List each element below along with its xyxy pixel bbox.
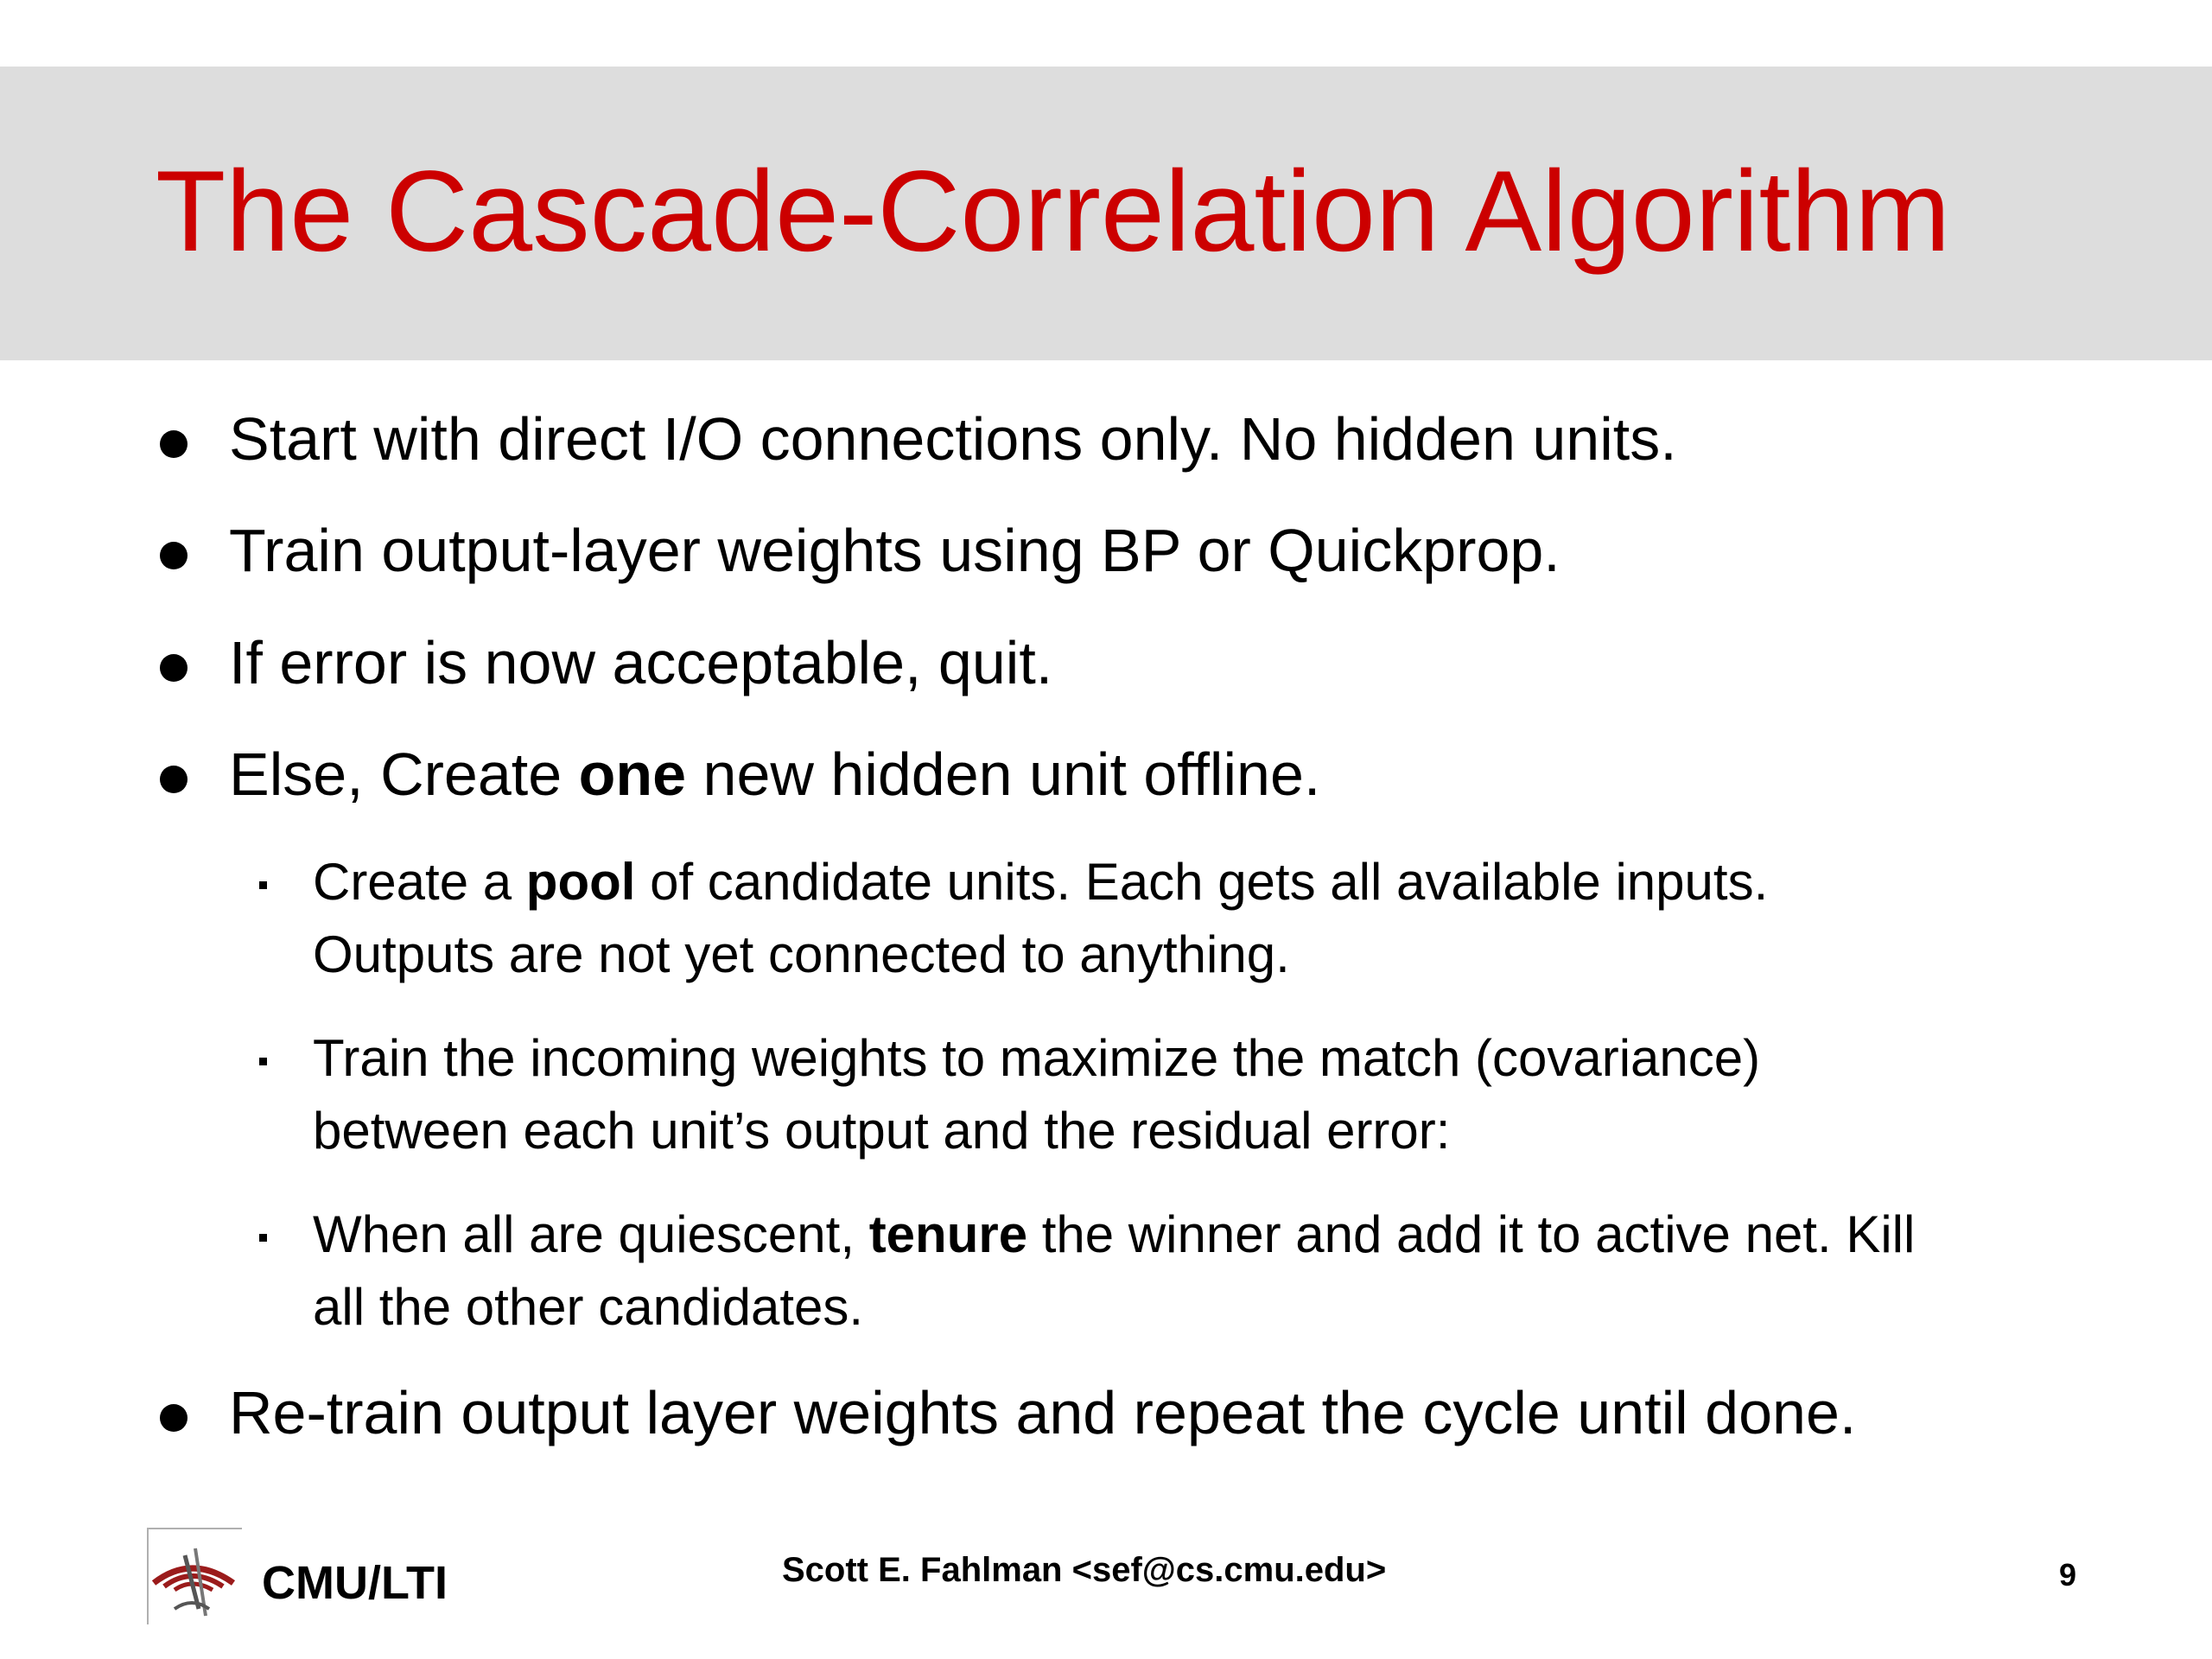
bullet-item [229,740,1320,809]
bullet-item [229,404,1677,474]
sub-bullet-line-2: between each unit’s output and the residual error: [313,1102,1451,1160]
bullet-dot [160,430,188,458]
sub-bullet-text-post: of candidate units. Each gets all available inputs. [635,853,1769,911]
sub-bullet-marker [259,881,267,889]
bullet-item [229,516,1560,585]
sub-bullet-line-1 [313,846,1768,918]
bullet-dot [160,766,188,793]
bullet-dot [160,654,188,682]
sub-bullet-line-2: all the other candidates. [313,1278,864,1336]
bullet-text-post: new hidden unit offline. [686,741,1321,808]
sub-bullet-item [313,1022,1760,1167]
footer-organization: CMU/LTI [262,1557,448,1609]
page-number: 9 [2059,1557,2077,1592]
slide-title: The Cascade-Correlation Algorithm [156,148,1951,276]
bullet-emphasis: one [578,741,687,808]
sub-bullet-line-1: Train the incoming weights to maximize the match (covariance) [313,1029,1761,1087]
bullet-text-pre: Else, Create [229,741,579,808]
sub-bullet-text-post: the winner and add it to active net. Kill [1027,1205,1916,1263]
bullet-text: Start with direct I/O connections only. No hidden units. [229,405,1677,473]
bullet-text: If error is now acceptable, quit. [229,629,1053,696]
bullet-text: Train output-layer weights using BP or Quickprop. [229,517,1560,584]
sub-bullet-line-1 [313,1198,1915,1271]
sub-bullet-item [313,1198,1915,1344]
sub-bullet-marker [259,1058,267,1065]
bullet-item [229,628,1052,697]
cmu-lti-logo-icon [147,1528,242,1624]
bullet-item [229,1378,1856,1447]
sub-bullet-line-2: Outputs are not yet connected to anything. [313,925,1290,983]
bullet-dot [160,1404,188,1432]
bullet-text: Re-train output layer weights and repeat the cycle until done. [229,1379,1857,1446]
sub-bullet-text-pre: When all are quiescent, [313,1205,869,1263]
sub-bullet-emphasis: pool [525,853,636,911]
sub-bullet-item [313,846,1768,991]
sub-bullet-emphasis: tenure [868,1205,1028,1263]
footer-author: Scott E. Fahlman <sef@cs.cmu.edu> [782,1551,1387,1589]
sub-bullet-text-pre: Create a [313,853,526,911]
sub-bullet-marker [259,1234,267,1242]
bullet-dot [160,542,188,569]
